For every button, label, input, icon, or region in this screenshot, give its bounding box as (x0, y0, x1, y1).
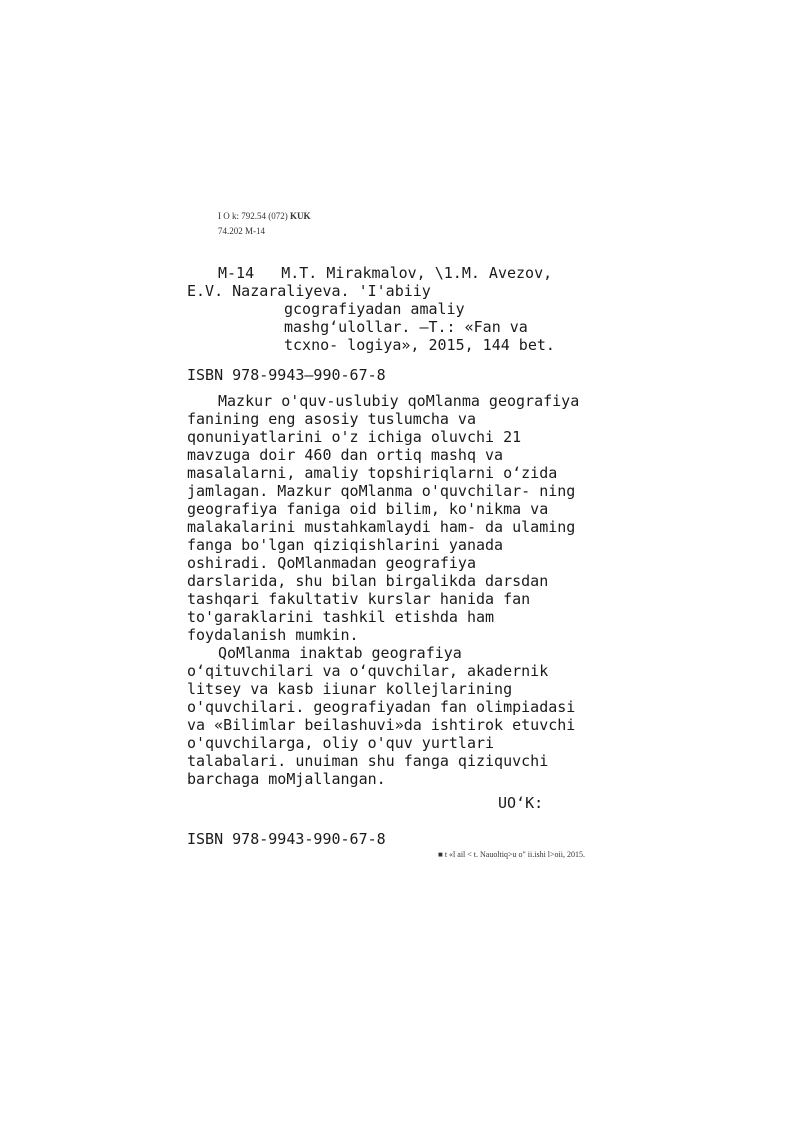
citation-line-1: M-14 M.T. Mirakmalov, \1.M. Avezov, (218, 264, 553, 282)
abstract-line: o'quvchilarga, oliy o'quv yurtlari (187, 734, 495, 752)
udc-label: UO‘K: (498, 794, 544, 812)
abstract-line: tashqari fakultativ kurslar hanida fan (187, 590, 531, 608)
citation-line-4: mashg‘ulollar. —T.: «Fan va (284, 318, 528, 336)
classification-line-1 (218, 209, 311, 224)
abstract-line: fanga bo'lgan qiziqishlarini yanada (187, 536, 504, 554)
copyright-line: ■ t «l ail < t. Nauoltiq>u o" ii.ishi l>oii, 2015. (438, 850, 585, 859)
abstract-line: va «Bilimlar beilashuvi»da ishtirok etuvchi (187, 716, 576, 734)
abstract-line: qonuniyatlarini o'z ichiga oluvchi 21 (187, 428, 522, 446)
citation-line-3: gcografiyadan amaliy (284, 300, 465, 318)
classification-kuk: KUK (290, 211, 311, 221)
abstract-line: oshiradi. QoMlanmadan geografiya (187, 554, 476, 572)
abstract-line: malakalarini mustahkamlaydi ham- da ulaming (187, 518, 576, 536)
abstract-line: talabalari. unuiman shu fanga qiziquvchi (187, 752, 549, 770)
abstract-line: masalalarni, amaliy topshiriqlarni o‘zida (187, 464, 558, 482)
citation-line-2: E.V. Nazaraliyeva. 'I'abiiy (187, 282, 431, 300)
abstract-line: litsey va kasb iiunar kollejlarining (187, 680, 513, 698)
isbn-bottom: ISBN 978-9943-990-67-8 (187, 830, 386, 848)
abstract-line: QoMlanma inaktab geografiya (218, 644, 462, 662)
citation-line-5: tcxno- logiya», 2015, 144 bet. (284, 336, 555, 354)
abstract-line: mavzuga doir 460 dan ortiq mashq va (187, 446, 504, 464)
abstract-line: to'garaklarini tashkil etishda ham (187, 608, 495, 626)
abstract-line: darslarida, shu bilan birgalikda darsdan (187, 572, 549, 590)
abstract-line: geografiya faniga oid bilim, ko'nikma va (187, 500, 549, 518)
classification-code: I O k: 792.54 (072) (218, 211, 290, 221)
abstract-line: jamlagan. Mazkur qoMlanma o'quvchilar- ning (187, 482, 576, 500)
abstract-line: fanining eng asosiy tuslumcha va (187, 410, 476, 428)
abstract-line: o'quvchilari. geografiyadan fan olimpiadasi (187, 698, 576, 716)
abstract-line: barchaga moMjallangan. (187, 770, 386, 788)
classification-line-2: 74.202 M-14 (218, 226, 265, 236)
isbn-top: ISBN 978-9943—990-67-8 (187, 366, 386, 384)
abstract-line: foydalanish mumkin. (187, 626, 359, 644)
abstract-line: o‘qituvchilari va o‘quvchilar, akadernik (187, 662, 549, 680)
abstract-line: Mazkur o'quv-uslubiy qoMlanma geografiya (218, 392, 580, 410)
